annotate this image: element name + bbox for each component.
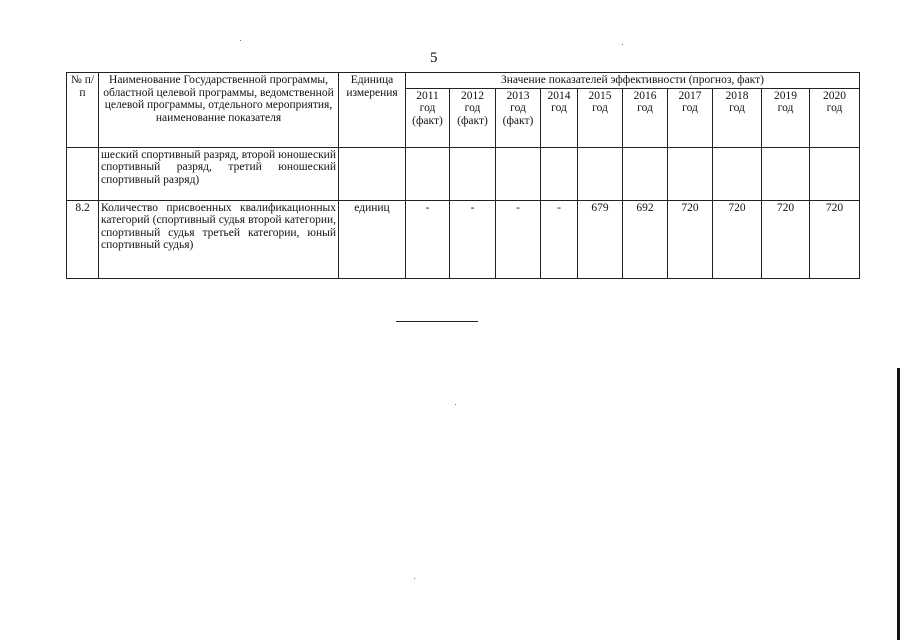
- indicators-table: [66, 72, 860, 279]
- header-year-word: год: [510, 102, 526, 114]
- value-cell: [762, 147, 810, 200]
- header-year-word: год: [777, 102, 794, 114]
- scan-speck: [240, 40, 241, 41]
- row-number: [67, 147, 99, 200]
- header-year: [668, 88, 713, 147]
- value-cell: [810, 147, 860, 200]
- value-cell: 692: [623, 200, 668, 278]
- table-row: [67, 200, 860, 278]
- page-number: 5: [430, 50, 438, 66]
- value-cell: [541, 147, 578, 200]
- unit-cell: единиц: [339, 200, 406, 278]
- header-year: [713, 88, 762, 147]
- table-row: [67, 147, 860, 200]
- header-values-group: Значение показателей эффективности (прогноз, факт): [406, 73, 860, 89]
- row-number: 8.2: [67, 200, 99, 278]
- header-year-word: год: [419, 102, 436, 114]
- header-year-year: 2011: [416, 89, 439, 102]
- header-year-note: (факт): [502, 114, 534, 127]
- header-year-word: год: [551, 102, 567, 114]
- header-year-word: год: [592, 102, 608, 114]
- header-year-word: год: [637, 102, 653, 114]
- scan-speck: [455, 404, 456, 405]
- header-year-year: 2015: [588, 89, 612, 102]
- header-year: [496, 88, 541, 147]
- value-cell: 720: [668, 200, 713, 278]
- header-name: Наименование Государственной программы, областной целевой программы, ведомственной целевой программы, отдельного мероприятия, наименование показателя: [99, 73, 339, 148]
- header-year: [541, 88, 578, 147]
- header-year-word: год: [826, 102, 843, 114]
- header-year-year: 2017: [678, 89, 702, 102]
- value-cell: [713, 147, 762, 200]
- value-cell: [578, 147, 623, 200]
- value-cell: 720: [713, 200, 762, 278]
- value-cell: [623, 147, 668, 200]
- value-cell: -: [406, 200, 450, 278]
- header-year: [623, 88, 668, 147]
- header-year-note: (факт): [412, 114, 443, 127]
- unit-cell: [339, 147, 406, 200]
- header-row-1: [67, 73, 860, 89]
- header-year-year: 2020: [823, 89, 846, 102]
- header-year-year: 2014: [547, 89, 571, 102]
- indicator-name: шеский спортивный разряд, второй юношеский спортивный разряд, третий юношеский спортивный разряд): [99, 147, 339, 200]
- header-year-note: (факт): [457, 114, 488, 127]
- value-cell: [450, 147, 496, 200]
- value-cell: [668, 147, 713, 200]
- scan-speck: [622, 44, 623, 45]
- value-cell: -: [496, 200, 541, 278]
- header-year-word: год: [464, 102, 481, 114]
- header-year-word: год: [729, 102, 745, 114]
- header-year-year: 2018: [725, 89, 749, 102]
- header-year-word: год: [682, 102, 698, 114]
- header-year-year: 2019: [774, 89, 797, 102]
- header-year: [762, 88, 810, 147]
- scan-edge-shadow: [897, 368, 900, 640]
- header-year: [578, 88, 623, 147]
- value-cell: 720: [810, 200, 860, 278]
- header-unit: Единица измерения: [339, 73, 406, 148]
- header-year: [450, 88, 496, 147]
- header-year-year: 2013: [506, 89, 530, 102]
- value-cell: 720: [762, 200, 810, 278]
- indicator-name: Количество присвоенных квалификационных категорий (спортивный судья второй категории, спортивный судья третьей категории, юный спортивный судья): [99, 200, 339, 278]
- header-year: [406, 88, 450, 147]
- header-year-year: 2016: [633, 89, 657, 102]
- value-cell: -: [541, 200, 578, 278]
- value-cell: [406, 147, 450, 200]
- scan-speck: [414, 578, 415, 579]
- header-year: [810, 88, 860, 147]
- value-cell: [496, 147, 541, 200]
- header-num: № п/п: [67, 73, 99, 148]
- value-cell: 679: [578, 200, 623, 278]
- footer-rule: [396, 321, 478, 322]
- header-year-year: 2012: [461, 89, 484, 102]
- value-cell: -: [450, 200, 496, 278]
